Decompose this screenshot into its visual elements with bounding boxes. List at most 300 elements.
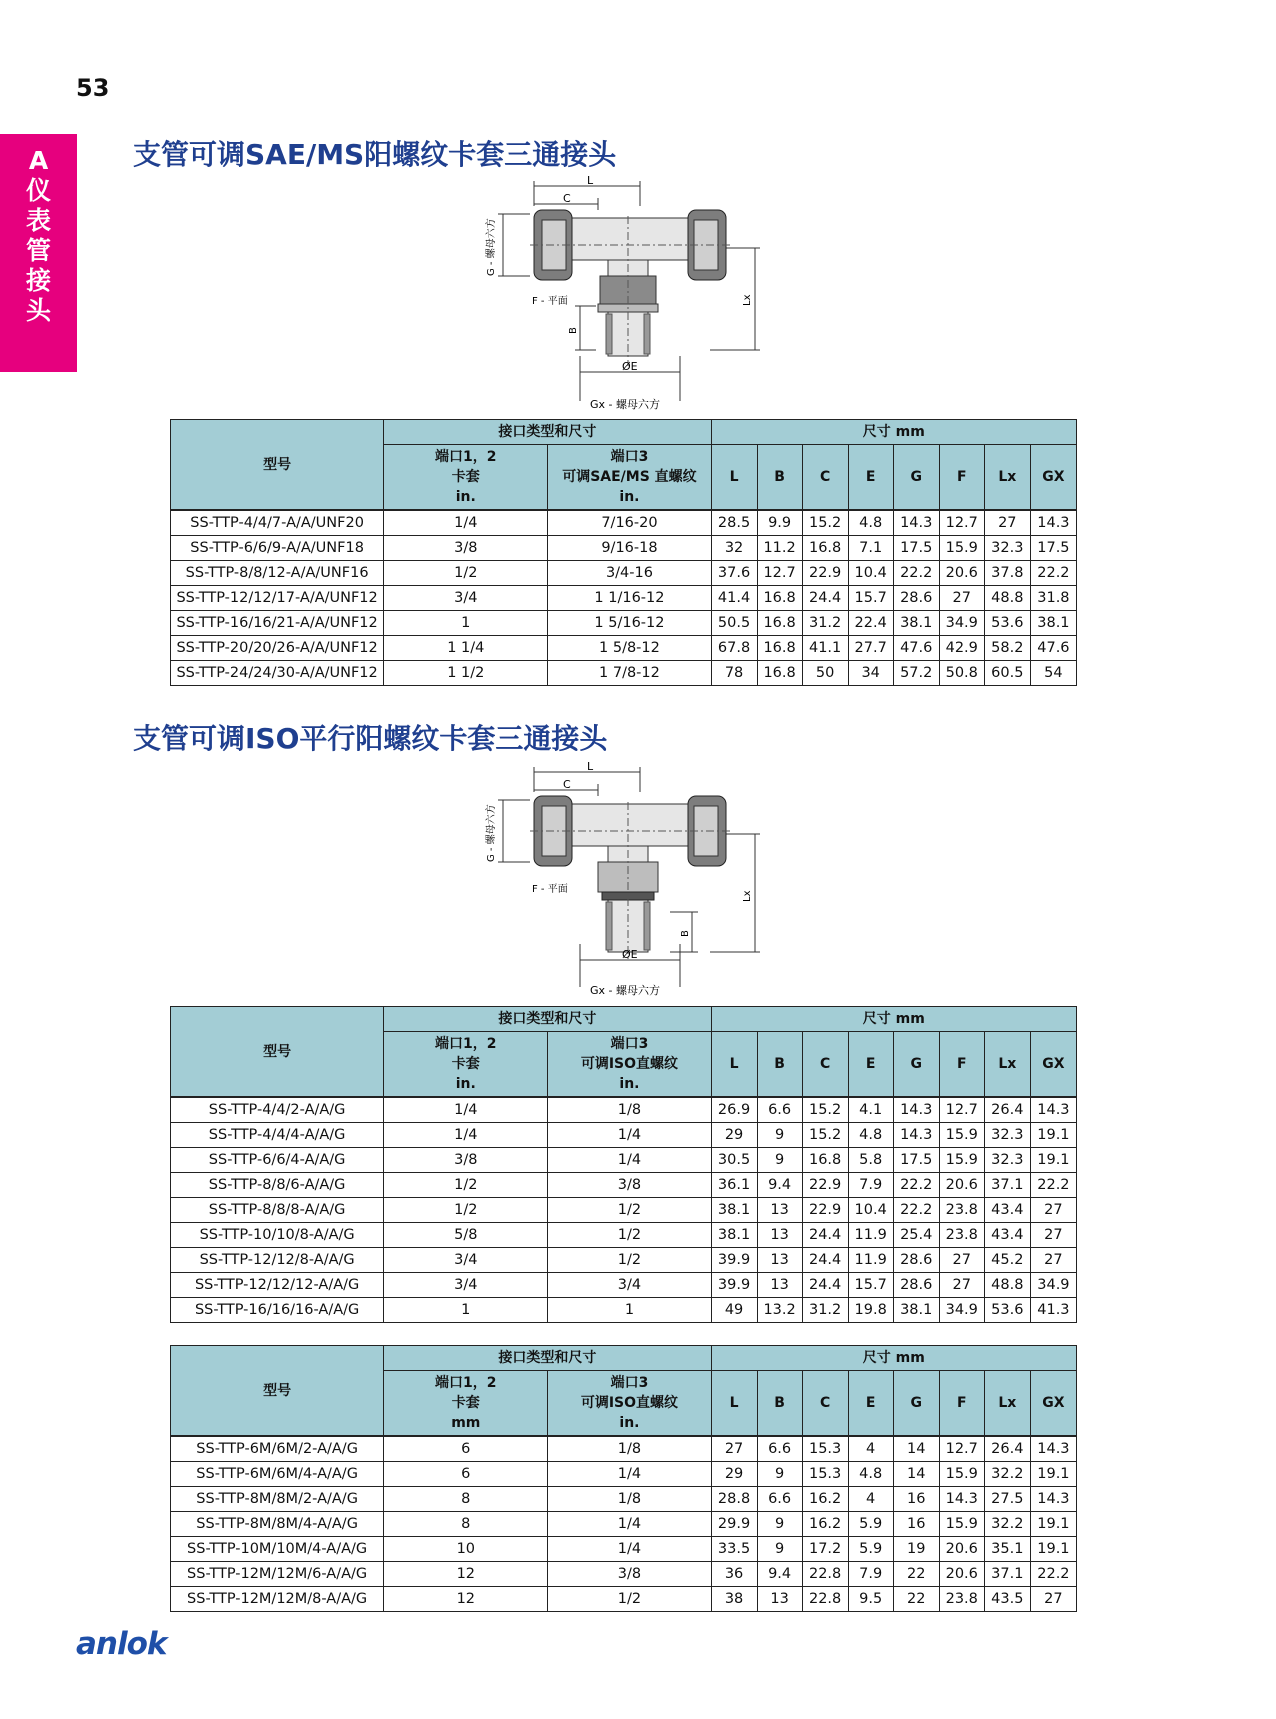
table-cell: 38 xyxy=(711,1587,757,1612)
table-cell: 53.6 xyxy=(984,1298,1030,1323)
section-tab-char: A xyxy=(28,146,49,175)
dim-label-B: B xyxy=(568,327,579,334)
section-tab-char: 仪 xyxy=(25,176,51,205)
table-cell: 16.2 xyxy=(802,1487,848,1512)
table-cell: 27 xyxy=(939,1273,984,1298)
table-cell: 53.6 xyxy=(984,611,1030,636)
table-cell: 31.2 xyxy=(802,611,848,636)
table-cell: 1 5/16-12 xyxy=(548,611,711,636)
table-cell: 42.9 xyxy=(939,636,984,661)
table-cell: 10.4 xyxy=(848,561,893,586)
table-cell: 14.3 xyxy=(1030,510,1076,536)
table-cell: 37.6 xyxy=(711,561,757,586)
table-cell: 11.9 xyxy=(848,1248,893,1273)
table-cell: 14.3 xyxy=(893,1123,939,1148)
header-dim: E xyxy=(848,445,893,511)
table-cell: 10.4 xyxy=(848,1198,893,1223)
table-cell: 27.5 xyxy=(984,1487,1030,1512)
model-cell: SS-TTP-6/6/9-A/A/UNF18 xyxy=(171,536,384,561)
table-row xyxy=(171,1223,1077,1248)
model-cell: SS-TTP-10/10/8-A/A/G xyxy=(171,1223,384,1248)
table-cell: 3/4 xyxy=(384,586,548,611)
table-cell: 49 xyxy=(711,1298,757,1323)
table-cell: 22.2 xyxy=(893,1173,939,1198)
table-cell: 58.2 xyxy=(984,636,1030,661)
table-cell: 9 xyxy=(757,1148,802,1173)
dim-label-Lx: Lx xyxy=(742,294,753,306)
table-cell: 3/8 xyxy=(384,1148,548,1173)
table-cell: 7/16-20 xyxy=(548,510,711,536)
table-cell: 15.9 xyxy=(939,1148,984,1173)
header-dim: B xyxy=(757,445,802,511)
table-cell: 3/4 xyxy=(384,1248,548,1273)
model-cell: SS-TTP-8M/8M/2-A/A/G xyxy=(171,1487,384,1512)
header-port12: 端口1，2 卡套 mm xyxy=(384,1371,548,1437)
table-cell: 38.1 xyxy=(893,611,939,636)
table-cell: 32.3 xyxy=(984,536,1030,561)
table-cell: 23.8 xyxy=(939,1587,984,1612)
dim-label-C: C xyxy=(563,778,571,791)
table-row xyxy=(171,1562,1077,1587)
table-cell: 15.9 xyxy=(939,536,984,561)
table-cell: 9.4 xyxy=(757,1562,802,1587)
table-cell: 17.5 xyxy=(893,1148,939,1173)
table-cell: 28.6 xyxy=(893,1248,939,1273)
table-cell: 7.1 xyxy=(848,536,893,561)
table-cell: 38.1 xyxy=(711,1223,757,1248)
table-cell: 12.7 xyxy=(939,1097,984,1123)
table-cell: 11.2 xyxy=(757,536,802,561)
table-cell: 32.3 xyxy=(984,1148,1030,1173)
table-row xyxy=(171,1123,1077,1148)
header-dim: Lx xyxy=(984,1032,1030,1098)
table-cell: 22.9 xyxy=(802,561,848,586)
section-title-iso: 支管可调ISO平行阳螺纹卡套三通接头 xyxy=(133,722,608,755)
table-cell: 24.4 xyxy=(802,586,848,611)
spec-table-iso-inch xyxy=(170,1006,1077,1323)
table-cell: 13 xyxy=(757,1273,802,1298)
table-cell: 25.4 xyxy=(893,1223,939,1248)
section-tab-char: 管 xyxy=(25,236,51,265)
table-cell: 31.8 xyxy=(1030,586,1076,611)
table-cell: 23.8 xyxy=(939,1223,984,1248)
table-cell: 14 xyxy=(893,1436,939,1462)
model-cell: SS-TTP-12/12/12-A/A/G xyxy=(171,1273,384,1298)
table-cell: 19.1 xyxy=(1030,1512,1076,1537)
section-title-sae: 支管可调SAE/MS阳螺纹卡套三通接头 xyxy=(133,138,617,171)
section-tab-char: 表 xyxy=(25,206,51,235)
table-cell: 27.7 xyxy=(848,636,893,661)
table-cell: 43.5 xyxy=(984,1587,1030,1612)
table-cell: 4 xyxy=(848,1487,893,1512)
table-cell: 22.8 xyxy=(802,1587,848,1612)
table-cell: 19 xyxy=(893,1537,939,1562)
brand-logo: anlok xyxy=(76,1626,167,1662)
table-cell: 3/8 xyxy=(548,1562,711,1587)
header-dim: F xyxy=(939,1371,984,1437)
table-cell: 5.8 xyxy=(848,1148,893,1173)
table-cell: 1 xyxy=(384,1298,548,1323)
table-cell: 38.1 xyxy=(893,1298,939,1323)
table-cell: 22.2 xyxy=(1030,561,1076,586)
header-port-group: 接口类型和尺寸 xyxy=(384,420,711,445)
table-cell: 34.9 xyxy=(939,611,984,636)
table-cell: 12.7 xyxy=(757,561,802,586)
table-cell: 27 xyxy=(1030,1198,1076,1223)
table-cell: 16.2 xyxy=(802,1512,848,1537)
table-cell: 78 xyxy=(711,661,757,686)
table-cell: 1/4 xyxy=(384,1097,548,1123)
table-row xyxy=(171,1537,1077,1562)
table-cell: 27 xyxy=(984,510,1030,536)
table-cell: 38.1 xyxy=(711,1198,757,1223)
model-cell: SS-TTP-16/16/16-A/A/G xyxy=(171,1298,384,1323)
table-cell: 16.8 xyxy=(802,1148,848,1173)
model-cell: SS-TTP-6/6/4-A/A/G xyxy=(171,1148,384,1173)
table-row xyxy=(171,1148,1077,1173)
table-cell: 43.4 xyxy=(984,1223,1030,1248)
table-cell: 1 xyxy=(384,611,548,636)
table-cell: 15.3 xyxy=(802,1436,848,1462)
table-cell: 27 xyxy=(711,1436,757,1462)
table-row xyxy=(171,586,1077,611)
header-port3: 端口3 可调SAE/MS 直螺纹 in. xyxy=(548,445,711,511)
table-cell: 1/4 xyxy=(384,1123,548,1148)
table-row xyxy=(171,661,1077,686)
table-cell: 10 xyxy=(384,1537,548,1562)
table-row xyxy=(171,510,1077,536)
table-cell: 9.5 xyxy=(848,1587,893,1612)
table-cell: 9 xyxy=(757,1462,802,1487)
table-cell: 32 xyxy=(711,536,757,561)
header-dim: F xyxy=(939,1032,984,1098)
header-dim: GX xyxy=(1030,1032,1076,1098)
table-cell: 1/4 xyxy=(548,1462,711,1487)
table-cell: 28.5 xyxy=(711,510,757,536)
table-cell: 37.1 xyxy=(984,1173,1030,1198)
model-cell: SS-TTP-16/16/21-A/A/UNF12 xyxy=(171,611,384,636)
table-cell: 33.5 xyxy=(711,1537,757,1562)
table-cell: 8 xyxy=(384,1487,548,1512)
table-cell: 37.8 xyxy=(984,561,1030,586)
table-cell: 12 xyxy=(384,1562,548,1587)
table-cell: 14 xyxy=(893,1462,939,1487)
table-cell: 22 xyxy=(893,1587,939,1612)
dim-label-G: G - 螺母六方 xyxy=(486,218,497,276)
table-cell: 22.9 xyxy=(802,1173,848,1198)
header-model: 型号 xyxy=(171,420,384,511)
table-cell: 39.9 xyxy=(711,1248,757,1273)
table-cell: 1 1/4 xyxy=(384,636,548,661)
table-cell: 12 xyxy=(384,1587,548,1612)
table-cell: 1/2 xyxy=(384,1198,548,1223)
table-cell: 26.9 xyxy=(711,1097,757,1123)
table-cell: 36.1 xyxy=(711,1173,757,1198)
table-cell: 1 5/8-12 xyxy=(548,636,711,661)
table-row xyxy=(171,636,1077,661)
table-cell: 26.4 xyxy=(984,1097,1030,1123)
table-cell: 1 1/16-12 xyxy=(548,586,711,611)
table-cell: 15.2 xyxy=(802,1097,848,1123)
table-cell: 34.9 xyxy=(939,1298,984,1323)
table-cell: 26.4 xyxy=(984,1436,1030,1462)
section-tab xyxy=(0,134,77,372)
table-row xyxy=(171,1487,1077,1512)
table-cell: 1/2 xyxy=(548,1223,711,1248)
table-cell: 5.9 xyxy=(848,1537,893,1562)
header-port12: 端口1，2 卡套 in. xyxy=(384,1032,548,1098)
table-cell: 38.1 xyxy=(1030,611,1076,636)
table-cell: 16.8 xyxy=(802,536,848,561)
table-cell: 20.6 xyxy=(939,1173,984,1198)
dim-label-G: G - 螺母六方 xyxy=(486,804,497,862)
header-dim: B xyxy=(757,1032,802,1098)
table-cell: 23.8 xyxy=(939,1198,984,1223)
table-cell: 1/8 xyxy=(548,1436,711,1462)
table-cell: 11.9 xyxy=(848,1223,893,1248)
table-cell: 12.7 xyxy=(939,1436,984,1462)
table-cell: 13 xyxy=(757,1198,802,1223)
model-cell: SS-TTP-8/8/6-A/A/G xyxy=(171,1173,384,1198)
table-cell: 15.9 xyxy=(939,1462,984,1487)
table-cell: 15.2 xyxy=(802,1123,848,1148)
dim-label-L: L xyxy=(587,762,594,773)
table-cell: 16.8 xyxy=(757,611,802,636)
table-cell: 32.2 xyxy=(984,1462,1030,1487)
model-cell: SS-TTP-8/8/8-A/A/G xyxy=(171,1198,384,1223)
header-port-group: 接口类型和尺寸 xyxy=(384,1346,711,1371)
table-cell: 34.9 xyxy=(1030,1273,1076,1298)
table-cell: 28.8 xyxy=(711,1487,757,1512)
table-cell: 4 xyxy=(848,1436,893,1462)
table-cell: 9 xyxy=(757,1537,802,1562)
dim-label-L: L xyxy=(587,176,594,187)
header-dim: C xyxy=(802,445,848,511)
table-cell: 27 xyxy=(1030,1248,1076,1273)
table-cell: 39.9 xyxy=(711,1273,757,1298)
section-tab-char: 头 xyxy=(25,296,51,325)
model-cell: SS-TTP-6M/6M/2-A/A/G xyxy=(171,1436,384,1462)
table-row xyxy=(171,1198,1077,1223)
table-cell: 28.6 xyxy=(893,586,939,611)
table-cell: 1 1/2 xyxy=(384,661,548,686)
section-tab-char: 接 xyxy=(25,266,51,295)
table-cell: 48.8 xyxy=(984,1273,1030,1298)
table-cell: 1/4 xyxy=(548,1123,711,1148)
table-cell: 7.9 xyxy=(848,1562,893,1587)
table-cell: 19.1 xyxy=(1030,1123,1076,1148)
table-cell: 4.8 xyxy=(848,510,893,536)
table-cell: 19.1 xyxy=(1030,1462,1076,1487)
table-cell: 1 7/8-12 xyxy=(548,661,711,686)
dim-label-F: F - 平面 xyxy=(532,884,568,895)
table-cell: 9/16-18 xyxy=(548,536,711,561)
table-cell: 60.5 xyxy=(984,661,1030,686)
table-row xyxy=(171,1173,1077,1198)
table-cell: 22.2 xyxy=(893,561,939,586)
table-cell: 9.4 xyxy=(757,1173,802,1198)
table-cell: 32.2 xyxy=(984,1512,1030,1537)
header-port3: 端口3 可调ISO直螺纹 in. xyxy=(548,1032,711,1098)
table-row xyxy=(171,1298,1077,1323)
table-cell: 3/8 xyxy=(548,1173,711,1198)
table-cell: 57.2 xyxy=(893,661,939,686)
table-cell: 6.6 xyxy=(757,1097,802,1123)
header-dim: G xyxy=(893,1032,939,1098)
table-cell: 20.6 xyxy=(939,1537,984,1562)
table-cell: 19.1 xyxy=(1030,1537,1076,1562)
table-cell: 7.9 xyxy=(848,1173,893,1198)
table-cell: 14.3 xyxy=(893,1097,939,1123)
table-cell: 22.2 xyxy=(893,1198,939,1223)
table-cell: 17.5 xyxy=(893,536,939,561)
header-dimension-group: 尺寸 mm xyxy=(711,1007,1076,1032)
table-cell: 30.5 xyxy=(711,1148,757,1173)
table-cell: 35.1 xyxy=(984,1537,1030,1562)
table-cell: 41.4 xyxy=(711,586,757,611)
header-model: 型号 xyxy=(171,1007,384,1098)
table-cell: 3/4 xyxy=(548,1273,711,1298)
model-cell: SS-TTP-12M/12M/8-A/A/G xyxy=(171,1587,384,1612)
header-dim: GX xyxy=(1030,1371,1076,1437)
header-dim: C xyxy=(802,1032,848,1098)
table-cell: 24.4 xyxy=(802,1248,848,1273)
table-cell: 20.6 xyxy=(939,1562,984,1587)
header-dim: Lx xyxy=(984,1371,1030,1437)
table-cell: 22.8 xyxy=(802,1562,848,1587)
table-cell: 4.8 xyxy=(848,1123,893,1148)
model-cell: SS-TTP-20/20/26-A/A/UNF12 xyxy=(171,636,384,661)
table-cell: 14.3 xyxy=(893,510,939,536)
table-cell: 16 xyxy=(893,1512,939,1537)
table-cell: 3/4 xyxy=(384,1273,548,1298)
dim-label-E: ØE xyxy=(622,360,638,373)
table-cell: 20.6 xyxy=(939,561,984,586)
model-cell: SS-TTP-24/24/30-A/A/UNF12 xyxy=(171,661,384,686)
table-cell: 14.3 xyxy=(1030,1487,1076,1512)
table-cell: 34 xyxy=(848,661,893,686)
table-cell: 28.6 xyxy=(893,1273,939,1298)
table-cell: 3/4-16 xyxy=(548,561,711,586)
table-cell: 9.9 xyxy=(757,510,802,536)
table-cell: 45.2 xyxy=(984,1248,1030,1273)
table-cell: 32.3 xyxy=(984,1123,1030,1148)
table-cell: 13 xyxy=(757,1223,802,1248)
table-cell: 27 xyxy=(1030,1223,1076,1248)
header-dim: Lx xyxy=(984,445,1030,511)
model-cell: SS-TTP-12M/12M/6-A/A/G xyxy=(171,1562,384,1587)
table-cell: 50.8 xyxy=(939,661,984,686)
model-cell: SS-TTP-4/4/4-A/A/G xyxy=(171,1123,384,1148)
tee-fitting-diagram-iso xyxy=(470,762,770,1000)
table-row xyxy=(171,611,1077,636)
table-cell: 50.5 xyxy=(711,611,757,636)
table-cell: 5.9 xyxy=(848,1512,893,1537)
table-cell: 22.9 xyxy=(802,1198,848,1223)
dim-label-B: B xyxy=(680,930,691,937)
model-cell: SS-TTP-12/12/8-A/A/G xyxy=(171,1248,384,1273)
header-dim: L xyxy=(711,1032,757,1098)
table-cell: 1/2 xyxy=(548,1248,711,1273)
table-row xyxy=(171,1273,1077,1298)
table-cell: 6.6 xyxy=(757,1436,802,1462)
table-cell: 24.4 xyxy=(802,1223,848,1248)
model-cell: SS-TTP-6M/6M/4-A/A/G xyxy=(171,1462,384,1487)
header-dim: B xyxy=(757,1371,802,1437)
table-cell: 19.8 xyxy=(848,1298,893,1323)
table-row xyxy=(171,1462,1077,1487)
model-cell: SS-TTP-10M/10M/4-A/A/G xyxy=(171,1537,384,1562)
table-cell: 1/4 xyxy=(384,510,548,536)
table-cell: 14.3 xyxy=(1030,1097,1076,1123)
header-dim: E xyxy=(848,1371,893,1437)
header-dim: L xyxy=(711,1371,757,1437)
table-cell: 16 xyxy=(893,1487,939,1512)
table-cell: 15.7 xyxy=(848,1273,893,1298)
table-cell: 22.2 xyxy=(1030,1173,1076,1198)
table-cell: 13 xyxy=(757,1587,802,1612)
table-row xyxy=(171,561,1077,586)
table-cell: 6 xyxy=(384,1436,548,1462)
header-dim: C xyxy=(802,1371,848,1437)
dim-label-Gx: Gx - 螺母六方 xyxy=(590,984,660,997)
model-cell: SS-TTP-4/4/2-A/A/G xyxy=(171,1097,384,1123)
table-cell: 67.8 xyxy=(711,636,757,661)
table-cell: 37.1 xyxy=(984,1562,1030,1587)
table-cell: 54 xyxy=(1030,661,1076,686)
table-cell: 16.8 xyxy=(757,636,802,661)
table-cell: 9 xyxy=(757,1123,802,1148)
header-port3: 端口3 可调ISO直螺纹 in. xyxy=(548,1371,711,1437)
table-cell: 22.4 xyxy=(848,611,893,636)
table-cell: 1/2 xyxy=(384,561,548,586)
table-cell: 15.7 xyxy=(848,586,893,611)
table-cell: 36 xyxy=(711,1562,757,1587)
table-cell: 5/8 xyxy=(384,1223,548,1248)
table-cell: 13 xyxy=(757,1248,802,1273)
table-cell: 31.2 xyxy=(802,1298,848,1323)
table-cell: 14.3 xyxy=(1030,1436,1076,1462)
header-model: 型号 xyxy=(171,1346,384,1437)
table-cell: 15.9 xyxy=(939,1512,984,1537)
model-cell: SS-TTP-8M/8M/4-A/A/G xyxy=(171,1512,384,1537)
table-cell: 50 xyxy=(802,661,848,686)
table-cell: 4.8 xyxy=(848,1462,893,1487)
table-row xyxy=(171,1436,1077,1462)
dim-label-Lx: Lx xyxy=(742,890,753,902)
table-cell: 29.9 xyxy=(711,1512,757,1537)
table-cell: 27 xyxy=(1030,1587,1076,1612)
spec-table-iso-metric xyxy=(170,1345,1077,1612)
table-cell: 48.8 xyxy=(984,586,1030,611)
dim-label-F: F - 平面 xyxy=(532,296,568,307)
table-cell: 29 xyxy=(711,1123,757,1148)
table-cell: 4.1 xyxy=(848,1097,893,1123)
table-cell: 29 xyxy=(711,1462,757,1487)
table-cell: 1/2 xyxy=(548,1587,711,1612)
table-cell: 22.2 xyxy=(1030,1562,1076,1587)
table-cell: 27 xyxy=(939,1248,984,1273)
table-cell: 17.2 xyxy=(802,1537,848,1562)
table-row xyxy=(171,1248,1077,1273)
model-cell: SS-TTP-8/8/12-A/A/UNF16 xyxy=(171,561,384,586)
header-dimension-group: 尺寸 mm xyxy=(711,1346,1076,1371)
table-row xyxy=(171,1097,1077,1123)
table-cell: 43.4 xyxy=(984,1198,1030,1223)
model-cell: SS-TTP-4/4/7-A/A/UNF20 xyxy=(171,510,384,536)
spec-table-sae xyxy=(170,419,1077,686)
table-cell: 12.7 xyxy=(939,510,984,536)
